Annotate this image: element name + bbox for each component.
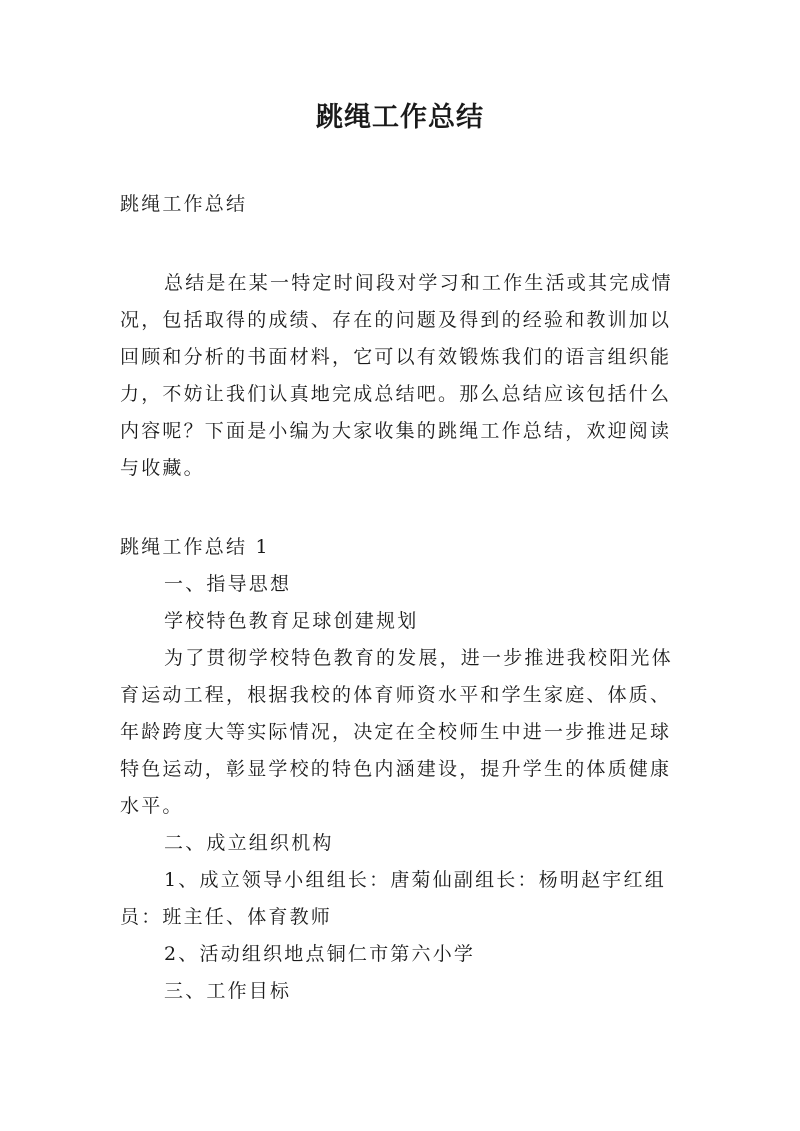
section-item-organization: 二、成立组织机构 bbox=[164, 832, 334, 854]
section-item-leadership-group: 1、成立领导小组组长：唐菊仙副组长：杨明赵宇红组员：班主任、体育教师 bbox=[120, 869, 666, 928]
section-heading: 跳绳工作总结 1 bbox=[120, 536, 270, 558]
section-paragraph: 为了贯彻学校特色教育的发展，进一步推进我校阳光体育运动工程，根据我校的体育师资水平和学生家庭、体质、年龄跨度大等实际情况，决定在全校师生中进一步推进足球特色运动，彰显学校的特色内涵建设，提升学生的体质健康水平。 bbox=[120, 647, 673, 817]
intro-paragraph: 总结是在某一特定时间段对学习和工作生活或其完成情况，包括取得的成绩、存在的问题及得到的经验和教训加以回顾和分析的书面材料，它可以有效锻炼我们的语言组织能力，不妨让我们认真地完成总结吧。那么总结应该包括什么内容呢？下面是小编为大家收集的跳绳工作总结，欢迎阅读与收藏。 bbox=[120, 272, 673, 479]
document-body bbox=[120, 186, 690, 1010]
document-title: 跳绳工作总结 bbox=[316, 102, 484, 133]
section-item-plan-title: 学校特色教育足球创建规划 bbox=[164, 610, 419, 632]
section-item-guiding-ideology: 一、指导思想 bbox=[164, 573, 292, 595]
section-item-work-goals: 三、工作目标 bbox=[164, 980, 292, 1002]
section-item-location: 2、活动组织地点铜仁市第六小学 bbox=[164, 943, 476, 965]
document-subtitle: 跳绳工作总结 bbox=[120, 193, 248, 215]
